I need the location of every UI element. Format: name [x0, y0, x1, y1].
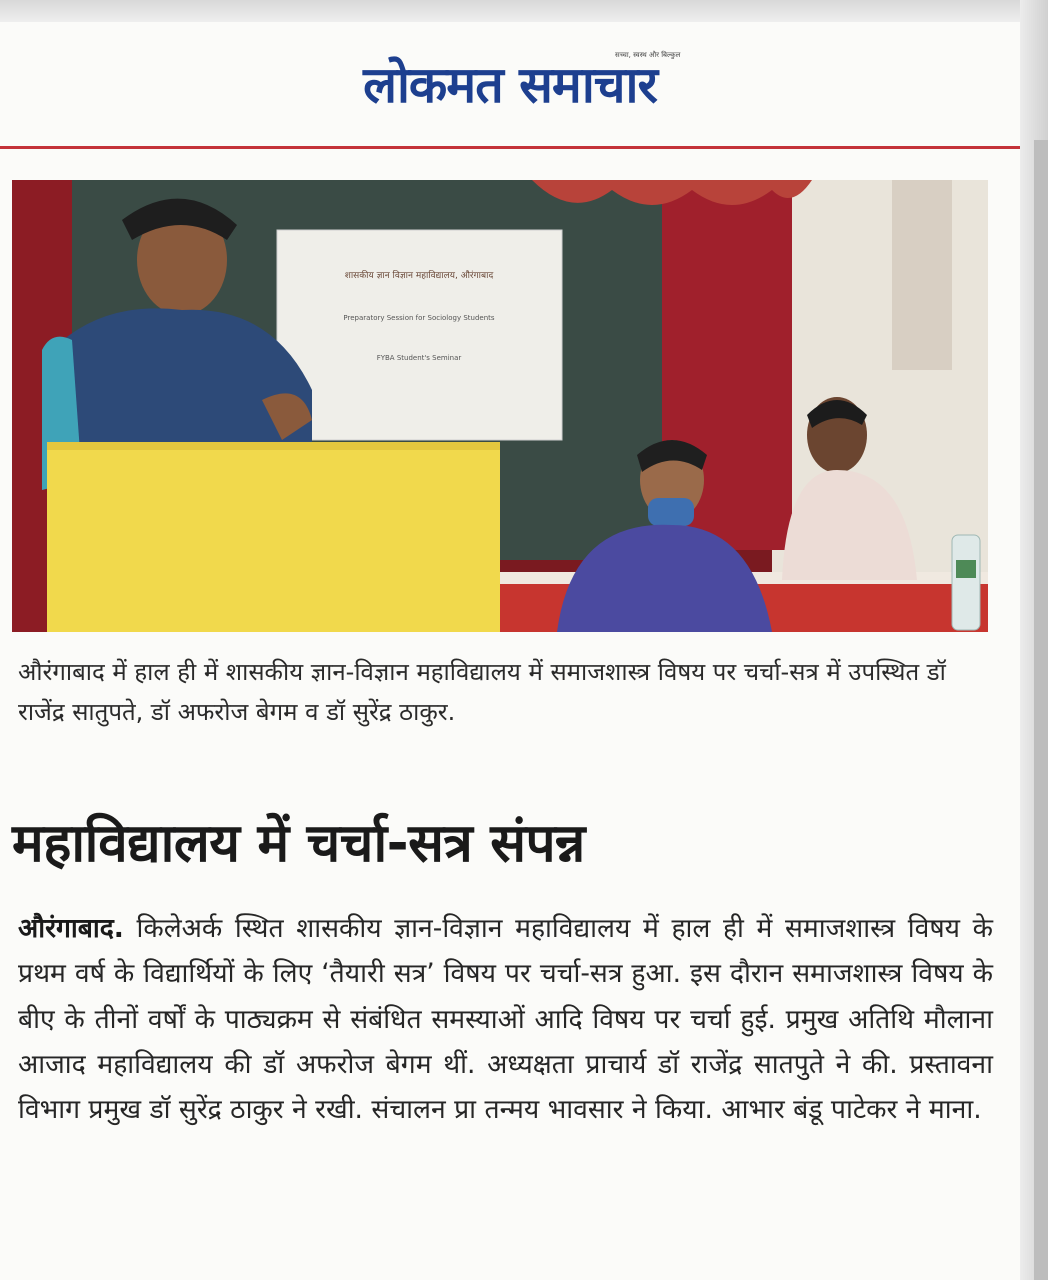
- news-photo-illustration: [12, 180, 988, 632]
- article-body-text: किलेअर्क स्थित शासकीय ज्ञान-विज्ञान महाविद्यालय में हाल ही में समाजशास्त्र विषय के प्रथम वर्ष के विद्यार्थियों के लिए ‘तैयारी सत्र’ विषय पर चर्चा-सत्र हुआ. इस दौरान समाजशास्त्र विषय के बीए के तीनों वर्षों के पाठ्यक्रम से संबंधित समस्याओं आदि विषय पर चर्चा हुई. प्रमुख अतिथि मौलाना आजाद महाविद्यालय की डॉ अफरोज बेगम थीं. अध्यक्षता प्राचार्य डॉ राजेंद्र सातपुते ने की. प्रस्तावना विभाग प्रमुख डॉ सुरेंद्र ठाकुर ने रखी. संचालन प्रा तन्मय भावसार ने किया. आभार बंडू पाटेकर ने माना.: [18, 913, 993, 1126]
- photo-banner-line-2: Preparatory Session for Sociology Students: [343, 314, 495, 322]
- article-dateline: औरंगाबाद.: [18, 913, 124, 944]
- masthead-title: लोकमत समाचार: [363, 56, 657, 114]
- article-body: [18, 906, 993, 1132]
- masthead: [300, 51, 720, 125]
- photo-banner-line-3: FYBA Student's Seminar: [376, 354, 462, 362]
- photo-banner-line-1: शासकीय ज्ञान विज्ञान महाविद्यालय, औरंगाबाद: [344, 271, 494, 281]
- scrollbar[interactable]: [1034, 140, 1048, 1280]
- photo-caption: औरंगाबाद में हाल ही में शासकीय ज्ञान-विज्ञान महाविद्यालय में समाजशास्त्र विषय पर चर्चा-सत्र में उपस्थित डॉ राजेंद्र सातुपते, डॉ अफरोज बेगम व डॉ सुरेंद्र ठाकुर.: [18, 658, 946, 726]
- top-band: [0, 0, 1020, 22]
- masthead-tagline: सच्चा, स्वस्थ और बिल्कुल: [615, 51, 681, 59]
- news-photo: [12, 180, 988, 632]
- masthead-rule: [0, 146, 1020, 149]
- article-headline: महाविद्यालय में चर्चा-सत्र संपन्न: [12, 813, 585, 874]
